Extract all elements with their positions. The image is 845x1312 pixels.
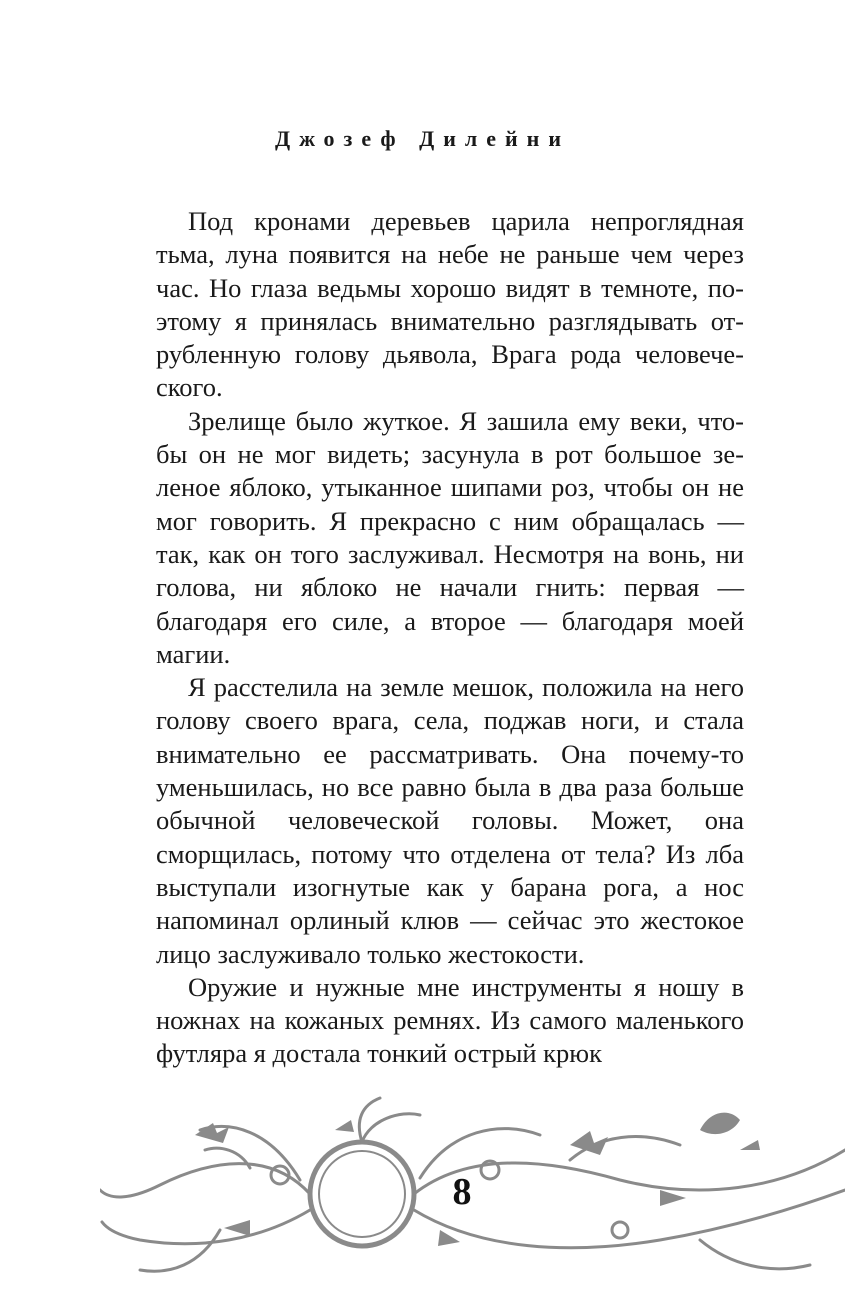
paragraph-2: Зрелище было жуткое. Я зашила ему веки, чтобы он не мог видеть; засунула в рот большое зеленое яблоко, утыканное шипами роз, чтобы он не мог говорить. Я прекрасно с ним обращалась — так, как он того заслуживал. Несмотря на вонь, ни голова, ни яблоко не начали гнить: первая — благодаря его силе, а второе — благодаря моей магии. [156,405,744,669]
paragraph-4: Оружие и нужные мне инструменты я ношу в ножнах на кожаных ремнях. Из самого маленького футляра я достала тонкий острый крюк [156,971,744,1069]
paragraph-3: Я расстелила на земле мешок, положила на него голову своего врага, села, поджав ноги, и стала внимательно ее рассматривать. Она почему-то уменьшилась, но все равно была в два раза больше обычной человеческой головы. Может, она сморщилась, потому что отделена от тела? Из лба выступали изогнутые как у барана рога, а нос напоминал орлиный клюв — сейчас это жестокое лицо заслуживало только жестокости. [156,672,744,969]
page-number: 8 [452,1171,472,1213]
paragraph-1: Под кронами деревьев царила непроглядная тьма, луна появится на небе не раньше чем через час. Но глаза ведьмы хорошо видят в темноте, поэтому я принялась внимательно разглядывать отрубленную голову дьявола, Врага рода человеческого. [156,206,744,403]
body-text [156,205,744,1071]
running-header: Джозеф Дилейни [274,126,571,151]
